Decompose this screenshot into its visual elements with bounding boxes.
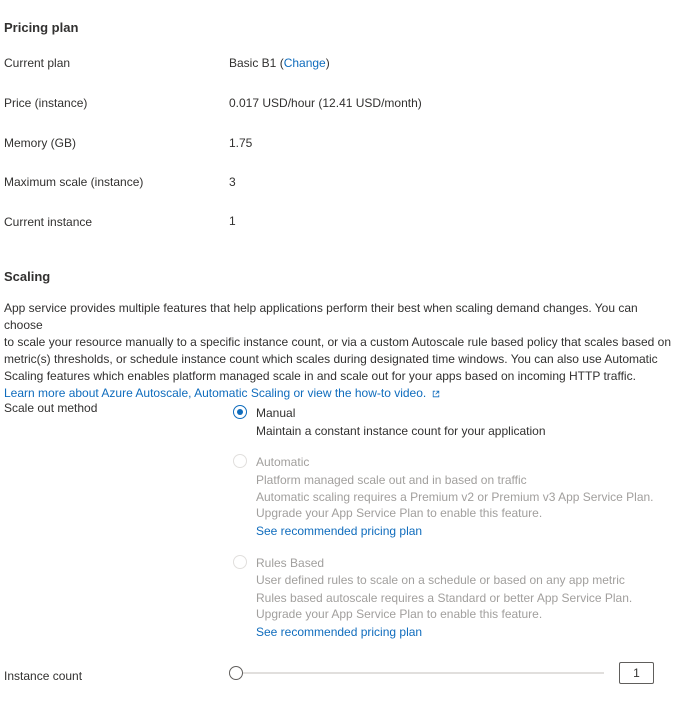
current-plan-text: Basic B1 ( bbox=[229, 56, 284, 70]
automatic-radio[interactable] bbox=[233, 454, 247, 468]
current-plan-value bbox=[229, 56, 330, 70]
rules-based-recommended-plan-link[interactable]: See recommended pricing plan bbox=[256, 625, 423, 639]
price-value: 0.017 USD/hour (12.41 USD/month) bbox=[229, 96, 422, 110]
description-line: Scaling features which enables platform managed scale in and scale out for your apps based on incoming HTTP traffic. bbox=[4, 369, 636, 383]
instance-count-slider-track[interactable] bbox=[236, 672, 604, 674]
rules-based-radio[interactable] bbox=[233, 555, 247, 569]
manual-option-desc: Maintain a constant instance count for your application bbox=[256, 424, 546, 438]
change-plan-link[interactable]: Change bbox=[283, 56, 326, 70]
automatic-recommended-plan-link[interactable]: See recommended pricing plan bbox=[256, 524, 423, 538]
rules-based-option-upgrade: Upgrade your App Service Plan to enable this feature. bbox=[256, 607, 543, 621]
manual-radio[interactable] bbox=[233, 405, 247, 419]
price-label: Price (instance) bbox=[4, 96, 88, 110]
max-scale-label: Maximum scale (instance) bbox=[4, 175, 144, 189]
instance-count-slider-thumb[interactable] bbox=[229, 666, 243, 680]
automatic-option-title[interactable]: Automatic bbox=[256, 455, 310, 469]
description-line: metric(s) thresholds, or schedule instance count which scales during designated time windows. You can also use Automatic bbox=[4, 352, 658, 366]
description-line: App service provides multiple features that help applications perform their best when scaling demand changes. You can choose bbox=[4, 301, 638, 332]
scale-out-method-label: Scale out method bbox=[4, 401, 98, 415]
instance-count-label: Instance count bbox=[4, 669, 83, 683]
current-plan-label: Current plan bbox=[4, 56, 71, 70]
memory-label: Memory (GB) bbox=[4, 136, 76, 150]
current-instance-value: 1 bbox=[229, 214, 236, 228]
scaling-title: Scaling bbox=[4, 269, 51, 284]
max-scale-value: 3 bbox=[229, 175, 236, 189]
current-plan-suffix: ) bbox=[325, 56, 330, 70]
memory-value: 1.75 bbox=[229, 136, 253, 150]
automatic-option-upgrade: Upgrade your App Service Plan to enable this feature. bbox=[256, 506, 543, 520]
instance-count-input[interactable]: 1 bbox=[619, 662, 654, 684]
learn-more-link[interactable]: Learn more about Azure Autoscale, Automatic Scaling or view the how-to video. bbox=[4, 386, 427, 400]
automatic-option-requirement: Automatic scaling requires a Premium v2 or Premium v3 App Service Plan. bbox=[256, 490, 654, 504]
description-line: to scale your resource manually to a specific instance count, or via a custom Autoscale rule based policy that scales based on bbox=[4, 335, 672, 349]
manual-option-title[interactable]: Manual bbox=[256, 406, 296, 420]
rules-based-option-desc: User defined rules to scale on a schedule or based on any app metric bbox=[256, 573, 625, 587]
rules-based-option-title[interactable]: Rules Based bbox=[256, 556, 325, 570]
learn-more-row bbox=[4, 385, 672, 402]
pricing-plan-title: Pricing plan bbox=[4, 20, 79, 35]
external-link-icon[interactable] bbox=[432, 390, 440, 398]
scaling-description bbox=[4, 300, 672, 402]
current-instance-label: Current instance bbox=[4, 215, 93, 229]
automatic-option-desc: Platform managed scale out and in based on traffic bbox=[256, 473, 527, 487]
rules-based-option-requirement: Rules based autoscale requires a Standard or better App Service Plan. bbox=[256, 591, 633, 605]
